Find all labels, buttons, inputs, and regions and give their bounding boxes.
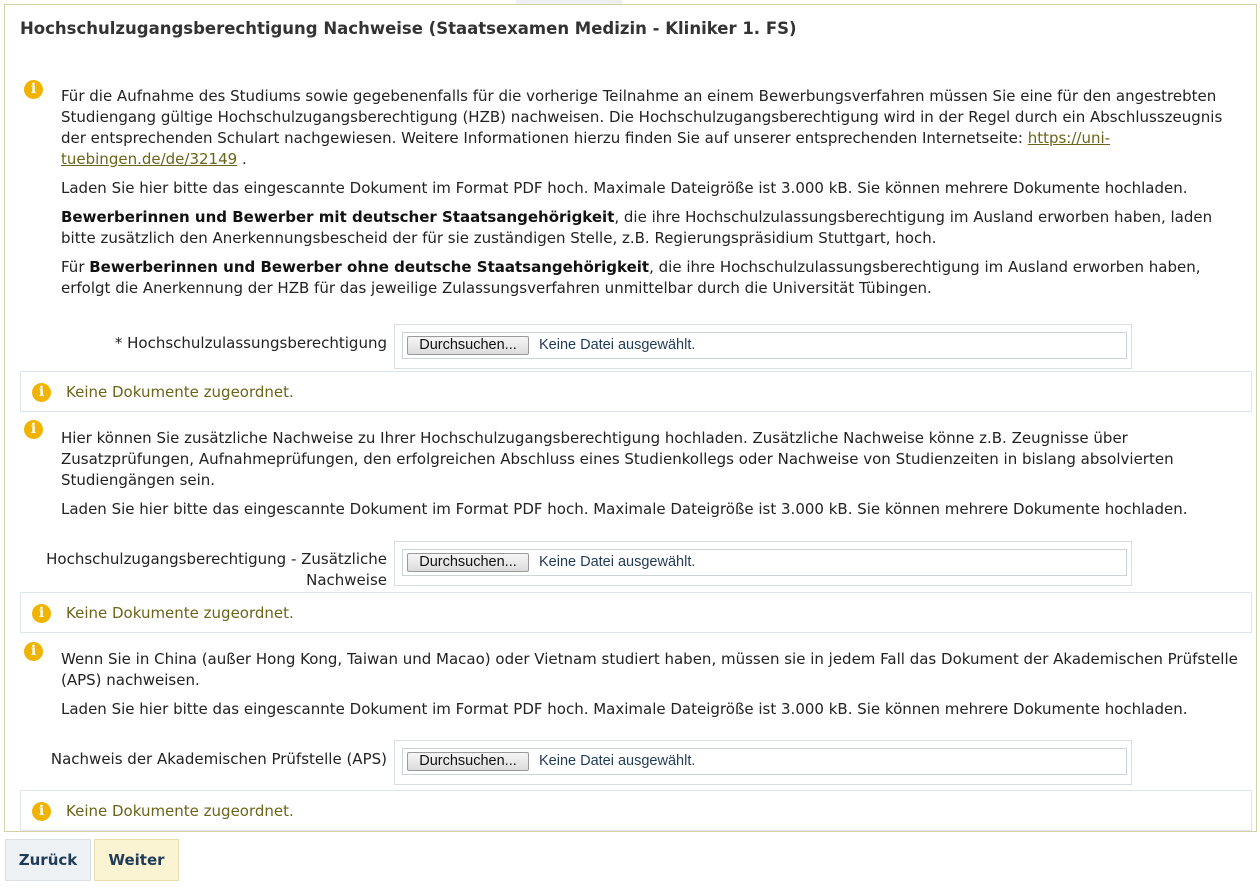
section3-text: [61, 649, 1241, 728]
section2-text: [61, 428, 1241, 528]
no-documents-text: Keine Dokumente zugeordnet.: [66, 604, 294, 622]
section1-text: [61, 86, 1241, 307]
section1-intro: Für die Aufnahme des Studiums sowie gegebenenfalls für die vorherige Teilnahme an einem Bewerbungsverfahren müssen Sie eine für den angestrebten Studiengang gültige Hochschulzugangsberechtigung (HZB) nachweisen. Die Hochschulzugangsberechtigung wird in der Regel durch ein Abschlusszeugnis der entsprechenden Schulart nachgewiesen. Weitere Informationen hierzu finden Sie auf unserer entsprechenden Internetseite: https://uni-tuebingen.de/de/32149 .: [61, 87, 1223, 168]
additional-proof-upload-field: [394, 541, 1132, 586]
panel-title: Hochschulzugangsberechtigung Nachweise (Staatsexamen Medizin - Kliniker 1. FS): [20, 19, 797, 38]
info-icon: i: [32, 383, 51, 402]
browse-button[interactable]: Durchsuchen...: [407, 553, 529, 572]
aps-field-label: Nachweis der Akademischen Prüfstelle (APS): [50, 750, 387, 768]
browse-button[interactable]: Durchsuchen...: [407, 336, 529, 355]
hzb-info-link[interactable]: https://uni-tuebingen.de/de/32149: [61, 129, 1111, 168]
section1-german-note: Bewerberinnen und Bewerber mit deutscher Staatsangehörigkeit, die ihre Hochschulzulassungsberechtigung im Ausland erworben haben, laden bitte zusätzlich den Anerkennungsbescheid der für sie zuständigen Stelle, z.B. Regierungspräsidium Stuttgart, hoch.: [61, 208, 1213, 247]
file-status: Keine Datei ausgewählt.: [539, 753, 696, 769]
no-documents-notice: [20, 592, 1252, 633]
back-button[interactable]: Zurück: [5, 839, 91, 881]
aps-upload-field: [394, 740, 1132, 785]
section2-upload-hint: Laden Sie hier bitte das eingescannte Dokument im Format PDF hoch. Maximale Dateigröße ist 3.000 kB. Sie können mehrere Dokumente hochladen.: [61, 500, 1188, 518]
hzb-field-label: * Hochschulzulassungsberechtigung: [114, 334, 387, 352]
file-status: Keine Datei ausgewählt.: [539, 554, 696, 570]
file-status: Keine Datei ausgewählt.: [539, 337, 696, 353]
no-documents-notice: [20, 371, 1252, 412]
info-icon: i: [32, 604, 51, 623]
info-icon: i: [24, 420, 43, 439]
file-input[interactable]: [402, 549, 1127, 576]
section3-upload-hint: Laden Sie hier bitte das eingescannte Dokument im Format PDF hoch. Maximale Dateigröße ist 3.000 kB. Sie können mehrere Dokumente hochladen.: [61, 700, 1188, 718]
file-input[interactable]: [402, 748, 1127, 775]
no-documents-text: Keine Dokumente zugeordnet.: [66, 802, 294, 820]
info-icon: i: [24, 642, 43, 661]
hzb-nachweise-panel: [4, 4, 1257, 832]
info-icon: i: [24, 80, 43, 99]
section2-intro: Hier können Sie zusätzliche Nachweise zu Ihrer Hochschulzugangsberechtigung hochladen. Zusätzliche Nachweise könne z.B. Zeugnisse über Zusatzprüfungen, Aufnahmeprüfungen, den erfolgreichen Abschluss eines Studienkollegs oder Nachweise von Studienzeiten in bislang absolvierten Studiengängen sein.: [61, 429, 1174, 489]
file-input[interactable]: [402, 332, 1127, 359]
browse-button[interactable]: Durchsuchen...: [407, 752, 529, 771]
section3-intro: Wenn Sie in China (außer Hong Kong, Taiwan und Macao) oder Vietnam studiert haben, müssen sie in jedem Fall das Dokument der Akademischen Prüfstelle (APS) nachweisen.: [61, 650, 1238, 689]
no-documents-notice: [20, 790, 1252, 831]
additional-proof-field-label: Hochschulzugangsberechtigung - Zusätzliche Nachweise: [46, 550, 387, 589]
info-icon: i: [32, 802, 51, 821]
hzb-upload-field: [394, 324, 1132, 369]
next-button[interactable]: Weiter: [94, 839, 179, 881]
section1-foreign-note: Für Bewerberinnen und Bewerber ohne deutsche Staatsangehörigkeit, die ihre Hochschulzulassungsberechtigung im Ausland erworben haben, erfolgt die Anerkennung der HZB für das jeweilige Zulassungsverfahren unmittelbar durch die Universität Tübingen.: [61, 258, 1201, 297]
no-documents-text: Keine Dokumente zugeordnet.: [66, 383, 294, 401]
section1-upload-hint: Laden Sie hier bitte das eingescannte Dokument im Format PDF hoch. Maximale Dateigröße ist 3.000 kB. Sie können mehrere Dokumente hochladen.: [61, 179, 1188, 197]
